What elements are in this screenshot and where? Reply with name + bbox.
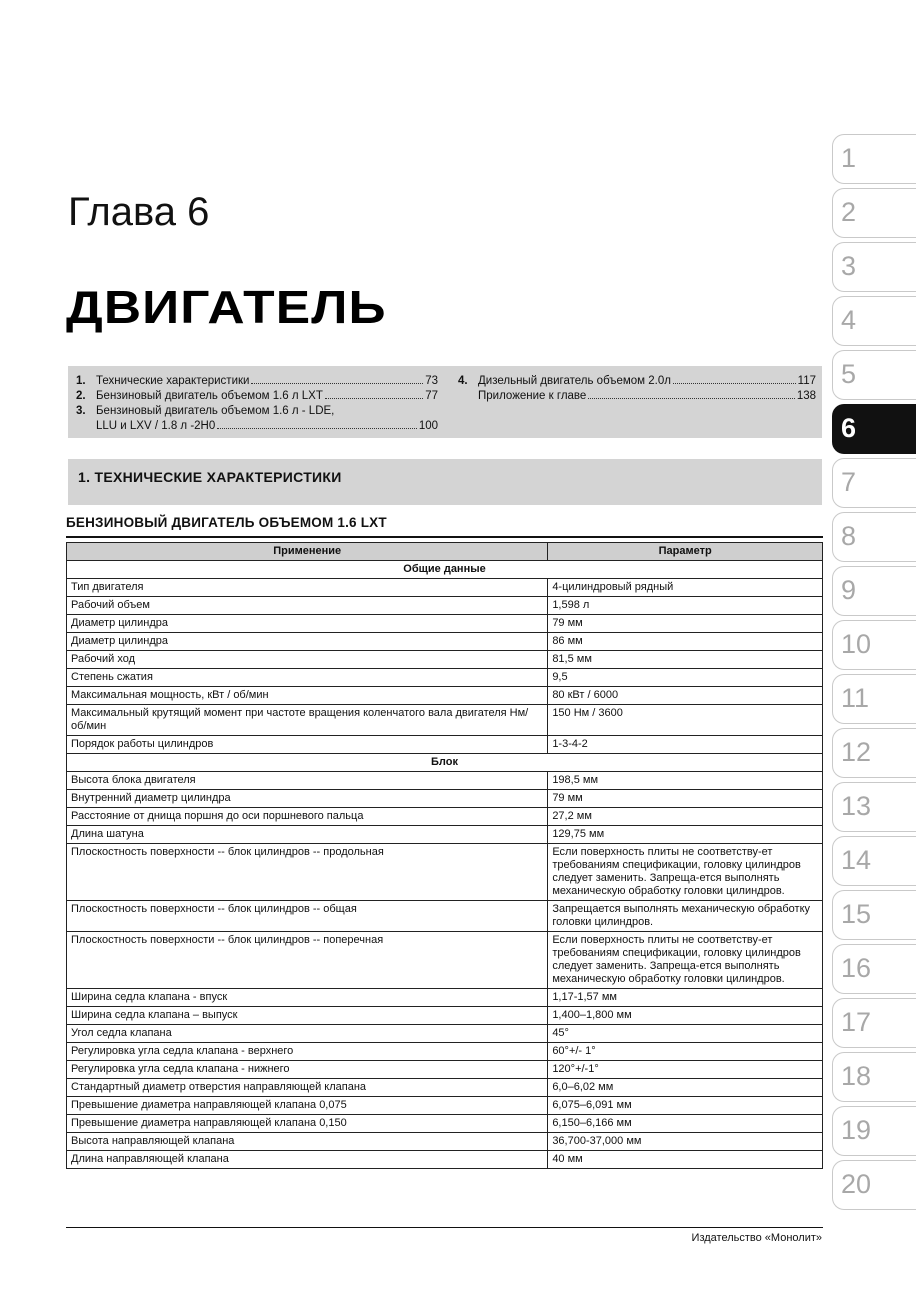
table-row: [67, 1025, 823, 1043]
toc-entry-title: Технические характеристики: [96, 375, 250, 387]
table-row: [67, 1097, 823, 1115]
spec-value-cell: 40 мм: [548, 1151, 823, 1169]
table-row: [67, 1133, 823, 1151]
chapter-tab-number: 8: [841, 521, 857, 551]
chapter-tab-number: 12: [841, 737, 872, 767]
spec-value-cell: 120°+/-1°: [548, 1061, 823, 1079]
toc-entry-page: 117: [797, 375, 816, 387]
spec-name-cell: Длина направляющей клапана: [67, 1151, 548, 1169]
spec-value-cell: 1,400–1,800 мм: [548, 1007, 823, 1025]
spec-value-cell: 198,5 мм: [548, 772, 823, 790]
chapter-tab-16[interactable]: [832, 944, 916, 994]
spec-value-cell: Запрещается выполнять механическую обработку головки цилиндров.: [548, 901, 823, 932]
spec-name-cell: Тип двигателя: [67, 579, 548, 597]
chapter-tab-number: 7: [841, 467, 857, 497]
table-row: [67, 808, 823, 826]
chapter-tab-number: 19: [841, 1115, 872, 1145]
spec-value-cell: 1,598 л: [548, 597, 823, 615]
table-row: [67, 1079, 823, 1097]
table-row: [67, 633, 823, 651]
chapter-tab-number: 11: [841, 683, 870, 713]
table-row: [67, 1007, 823, 1025]
table-row: [67, 989, 823, 1007]
column-header-parameter: Параметр: [548, 543, 823, 561]
group-label: Блок: [67, 754, 823, 772]
toc-entry-number: 2.: [76, 390, 86, 402]
chapter-tab-2[interactable]: [832, 188, 916, 238]
toc-entry-title: Бензиновый двигатель объемом 1.6 л LXT: [96, 390, 323, 402]
toc-entry-page: 73: [425, 375, 438, 387]
chapter-tab-1[interactable]: [832, 134, 916, 184]
spec-value-cell: 86 мм: [548, 633, 823, 651]
subsection-divider: [66, 536, 823, 538]
footer-divider: [66, 1227, 823, 1228]
table-group-row: [67, 754, 823, 772]
spec-value-cell: 1-3-4-2: [548, 736, 823, 754]
spec-name-cell: Ширина седла клапана – выпуск: [67, 1007, 548, 1025]
chapter-tab-17[interactable]: [832, 998, 916, 1048]
spec-value-cell: 60°+/- 1°: [548, 1043, 823, 1061]
toc-leader-dots: [217, 428, 417, 429]
toc-leader-dots: [588, 398, 795, 399]
toc-leader-dots: [251, 383, 423, 384]
chapter-tab-19[interactable]: [832, 1106, 916, 1156]
table-row: [67, 651, 823, 669]
spec-name-cell: Диаметр цилиндра: [67, 633, 548, 651]
spec-name-cell: Рабочий ход: [67, 651, 548, 669]
table-row: [67, 844, 823, 901]
spec-value-cell: 6,075–6,091 мм: [548, 1097, 823, 1115]
publisher-footer: Издательство «Монолит»: [691, 1232, 822, 1244]
toc-entry: [458, 374, 816, 389]
chapter-tab-number: 13: [841, 791, 872, 821]
table-row: [67, 615, 823, 633]
spec-name-cell: Высота блока двигателя: [67, 772, 548, 790]
spec-name-cell: Высота направляющей клапана: [67, 1133, 548, 1151]
table-row: [67, 901, 823, 932]
spec-name-cell: Плоскостность поверхности -- блок цилиндров -- общая: [67, 901, 548, 932]
spec-value-cell: Если поверхность плиты не соответству-ет требованиям спецификации, головку цилиндров следует заменить. Запреща-ется выполнять механическую обработку головки цилиндров.: [548, 844, 823, 901]
table-row: [67, 579, 823, 597]
chapter-tab-18[interactable]: [832, 1052, 916, 1102]
table-row: [67, 790, 823, 808]
chapter-tab-number: 20: [841, 1169, 872, 1199]
spec-name-cell: Превышение диаметра направляющей клапана 0,075: [67, 1097, 548, 1115]
toc-leader-dots: [325, 398, 423, 399]
spec-name-cell: Длина шатуна: [67, 826, 548, 844]
toc-entry-number: 3.: [76, 405, 86, 417]
spec-name-cell: Рабочий объем: [67, 597, 548, 615]
toc-entry-page: 138: [796, 390, 816, 402]
spec-name-cell: Регулировка угла седла клапана - верхнего: [67, 1043, 548, 1061]
chapter-tab-12[interactable]: [832, 728, 916, 778]
column-header-application: Применение: [67, 543, 548, 561]
chapter-tab-number: 3: [841, 251, 857, 281]
toc-entry: [76, 374, 438, 389]
chapter-tab-number: 16: [841, 953, 872, 983]
toc-entry-title: Приложение к главе: [478, 390, 587, 402]
spec-value-cell: 4-цилиндровый рядный: [548, 579, 823, 597]
chapter-tab-number: 14: [841, 845, 872, 875]
spec-value-cell: 79 мм: [548, 615, 823, 633]
spec-value-cell: 1,17-1,57 мм: [548, 989, 823, 1007]
table-group-row: [67, 561, 823, 579]
spec-name-cell: Превышение диаметра направляющей клапана 0,150: [67, 1115, 548, 1133]
table-row: [67, 1151, 823, 1169]
toc-entry-page: 100: [418, 420, 438, 432]
spec-value-cell: 6,0–6,02 мм: [548, 1079, 823, 1097]
chapter-tab-number: 1: [841, 143, 857, 173]
chapter-tab-20[interactable]: [832, 1160, 916, 1210]
spec-value-cell: 80 кВт / 6000: [548, 687, 823, 705]
table-row: [67, 597, 823, 615]
toc-entry-title: LLU и LXV / 1.8 л -2H0: [96, 420, 216, 432]
chapter-tab-number: 4: [841, 305, 857, 335]
spec-name-cell: Регулировка угла седла клапана - нижнего: [67, 1061, 548, 1079]
spec-value-cell: 36,700-37,000 мм: [548, 1133, 823, 1151]
section-title: 1. ТЕХНИЧЕСКИЕ ХАРАКТЕРИСТИКИ: [78, 469, 342, 485]
toc-entry-title: Бензиновый двигатель объемом 1.6 л - LDE,: [96, 405, 335, 417]
table-row: [67, 1043, 823, 1061]
chapter-label: Глава 6: [68, 190, 210, 234]
table-row: [67, 669, 823, 687]
spec-value-cell: 81,5 мм: [548, 651, 823, 669]
toc-left-column: [76, 374, 438, 434]
chapter-tab-3[interactable]: [832, 242, 916, 292]
chapter-tab-number: 6: [841, 413, 857, 443]
spec-name-cell: Внутренний диаметр цилиндра: [67, 790, 548, 808]
spec-name-cell: Максимальная мощность, кВт / об/мин: [67, 687, 548, 705]
chapter-tab-number: 5: [841, 359, 857, 389]
table-row: [67, 687, 823, 705]
chapter-tab-15[interactable]: [832, 890, 916, 940]
spec-value-cell: 150 Нм / 3600: [548, 705, 823, 736]
spec-name-cell: Степень сжатия: [67, 669, 548, 687]
toc-entry-number: 1.: [76, 375, 86, 387]
chapter-tab-13[interactable]: [832, 782, 916, 832]
spec-name-cell: Плоскостность поверхности -- блок цилиндров -- поперечная: [67, 932, 548, 989]
spec-value-cell: 9,5: [548, 669, 823, 687]
chapter-tab-number: 2: [841, 197, 857, 227]
spec-name-cell: Расстояние от днища поршня до оси поршневого пальца: [67, 808, 548, 826]
table-of-contents: [68, 366, 822, 438]
subsection-title: БЕНЗИНОВЫЙ ДВИГАТЕЛЬ ОБЪЕМОМ 1.6 LXT: [66, 515, 387, 530]
chapter-tab-11[interactable]: [832, 674, 916, 724]
chapter-tab-number: 18: [841, 1061, 872, 1091]
table-row: [67, 932, 823, 989]
spec-name-cell: Плоскостность поверхности -- блок цилиндров -- продольная: [67, 844, 548, 901]
chapter-tab-4[interactable]: [832, 296, 916, 346]
chapter-tab-7[interactable]: [832, 458, 916, 508]
table-row: [67, 772, 823, 790]
chapter-tab-14[interactable]: [832, 836, 916, 886]
group-label: Общие данные: [67, 561, 823, 579]
spec-value-cell: 79 мм: [548, 790, 823, 808]
spec-value-cell: 129,75 мм: [548, 826, 823, 844]
chapter-tab-number: 15: [841, 899, 872, 929]
spec-name-cell: Ширина седла клапана - впуск: [67, 989, 548, 1007]
toc-entry: [76, 419, 438, 434]
table-row: [67, 826, 823, 844]
chapter-tab-8[interactable]: [832, 512, 916, 562]
spec-value-cell: Если поверхность плиты не соответству-ет требованиям спецификации, головку цилиндров следует заменить. Запреща-ется выполнять механическую обработку головки цилиндров.: [548, 932, 823, 989]
spec-name-cell: Диаметр цилиндра: [67, 615, 548, 633]
chapter-title: ДВИГАТЕЛЬ: [66, 281, 387, 333]
toc-leader-dots: [673, 383, 796, 384]
table-row: [67, 1061, 823, 1079]
toc-entry: [76, 404, 438, 419]
chapter-tab-10[interactable]: [832, 620, 916, 670]
chapter-tab-5[interactable]: [832, 350, 916, 400]
spec-value-cell: 6,150–6,166 мм: [548, 1115, 823, 1133]
toc-entry: [458, 389, 816, 404]
toc-entry: [76, 389, 438, 404]
spec-name-cell: Стандартный диаметр отверстия направляющей клапана: [67, 1079, 548, 1097]
spec-name-cell: Угол седла клапана: [67, 1025, 548, 1043]
toc-right-column: [458, 374, 816, 404]
chapter-tab-number: 17: [841, 1007, 872, 1037]
spec-table: [66, 542, 823, 1169]
spec-value-cell: 27,2 мм: [548, 808, 823, 826]
spec-name-cell: Порядок работы цилиндров: [67, 736, 548, 754]
spec-name-cell: Максимальный крутящий момент при частоте вращения коленчатого вала двигателя Нм/об/мин: [67, 705, 548, 736]
table-row: [67, 1115, 823, 1133]
chapter-tab-9[interactable]: [832, 566, 916, 616]
chapter-tab-6[interactable]: [832, 404, 916, 454]
toc-entry-title: Дизельный двигатель объемом 2.0л: [478, 375, 671, 387]
spec-value-cell: 45°: [548, 1025, 823, 1043]
chapter-tab-number: 9: [841, 575, 857, 605]
table-row: [67, 705, 823, 736]
chapter-tab-number: 10: [841, 629, 872, 659]
section-header: [68, 459, 822, 505]
toc-entry-number: 4.: [458, 375, 468, 387]
table-row: [67, 736, 823, 754]
toc-entry-page: 77: [425, 390, 438, 402]
